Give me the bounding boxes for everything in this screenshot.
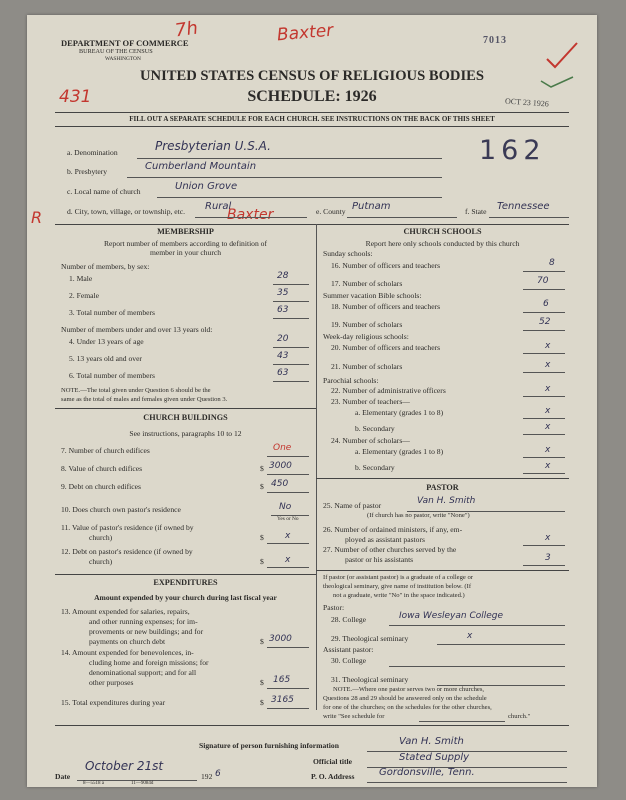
q15-label: 15. Total expenditures during year (61, 698, 166, 707)
q4-label: 4. Under 13 years of age (69, 337, 144, 346)
county-value: Putnam (352, 201, 391, 212)
buildings-sub: See instructions, paragraphs 10 to 12 (129, 429, 242, 438)
graduate-instructions: not a graduate, write "No" in the space indicated.) (333, 592, 465, 599)
q11-label: 11. Value of pastor's residence (if owned by (61, 523, 194, 532)
q13-label: payments on church debt (89, 637, 166, 646)
q16-value: 8 (549, 258, 555, 268)
q13-label: and other running expenses; for im- (89, 617, 198, 626)
city-label: d. City, town, village, or township, etc. (67, 207, 186, 216)
q27-label: pastor or his assistants (345, 555, 414, 564)
q26-label: 26. Number of ordained ministers, if any, em- (323, 525, 463, 534)
official-title-value: Stated Supply (399, 752, 470, 763)
q9-label: 9. Debt on church edifices (61, 482, 141, 491)
q5-label: 5. 13 years old and over (69, 354, 142, 363)
dollar-sign: $ (260, 557, 264, 566)
q13-label: 13. Amount expended for salaries, repairs, (61, 607, 190, 616)
annotation-name: Baxter (276, 20, 335, 46)
q27-value: 3 (545, 553, 551, 563)
q4-value: 20 (277, 334, 289, 344)
local-name-label: c. Local name of church (67, 187, 141, 196)
q30-label: 30. College (331, 656, 367, 665)
denomination-label: a. Denomination (67, 148, 118, 157)
received-date-stamp: OCT 23 1926 (504, 96, 550, 109)
parochial-heading: Parochial schools: (323, 376, 379, 385)
q6-value: 63 (277, 368, 289, 378)
q2-label: 2. Female (69, 291, 99, 300)
by-age-heading: Number of members under and over 13 years old: (61, 325, 213, 334)
presbytery-label: b. Presbytery (67, 167, 108, 176)
dept-name: DEPARTMENT OF COMMERCE (61, 38, 189, 48)
county-label: e. County (316, 207, 346, 216)
q14-label: 14. Amount expended for benevolences, in- (61, 648, 194, 657)
state-value: Tennessee (497, 201, 550, 212)
q23a-value: x (545, 406, 551, 416)
q31-label: 31. Theological seminary (331, 675, 409, 684)
q15-value: 3165 (271, 695, 294, 705)
dollar-sign: $ (260, 464, 264, 473)
q3-label: 3. Total number of members (69, 308, 156, 317)
q28-value: Iowa Wesleyan College (399, 611, 504, 621)
dollar-sign: $ (260, 533, 264, 542)
weekday-heading: Week-day religious schools: (323, 332, 409, 341)
q24a-value: x (545, 445, 551, 455)
by-sex-heading: Number of members, by sex: (61, 262, 150, 271)
pastor-note: NOTE.—Where one pastor serves two or more churches, (333, 686, 485, 693)
q22-label: 22. Number of administrative officers (331, 386, 446, 395)
form-number: 8—5518 a (83, 781, 104, 786)
summer-heading: Summer vacation Bible schools: (323, 291, 422, 300)
dollar-sign: $ (260, 637, 264, 646)
year-prefix: 192 (201, 772, 213, 781)
q22-value: x (545, 384, 551, 394)
q21-label: 21. Number of scholars (331, 362, 403, 371)
q5-value: 43 (277, 351, 289, 361)
q14-value: 165 (273, 675, 291, 685)
q24b-label: b. Secondary (355, 463, 395, 472)
membership-intro: member in your church (149, 248, 222, 257)
bureau-name: BUREAU OF THE CENSUS (79, 48, 153, 55)
q25-value: Van H. Smith (417, 496, 476, 506)
q1-label: 1. Male (69, 274, 93, 283)
membership-intro: Report number of members according to definition of (103, 239, 267, 248)
q13-label: provements or new buildings; and for (89, 627, 204, 636)
q24-label: 24. Number of scholars— (331, 436, 410, 445)
q10-value: No (279, 502, 292, 512)
dollar-sign: $ (260, 482, 264, 491)
schools-intro: Report here only schools conducted by this church (365, 239, 520, 248)
dollar-sign: $ (260, 678, 264, 687)
signature-label: Signature of person furnishing information (199, 741, 339, 750)
q16-label: 16. Number of officers and teachers (331, 261, 441, 270)
check-mark-icon (537, 71, 577, 91)
q6-label: 6. Total number of members (69, 371, 156, 380)
q14-label: denominational support; and for all (89, 668, 197, 677)
annotation-name: Baxter (227, 207, 274, 223)
column-divider (316, 224, 317, 710)
q12-label: 12. Debt on pastor's residence (if owned by (61, 547, 193, 556)
q23-label: 23. Number of teachers— (331, 397, 410, 406)
presbytery-value: Cumberland Mountain (145, 161, 257, 172)
pastor-note: write "See schedule for (323, 713, 385, 720)
graduate-instructions: theological seminary, give name of institution below. (If (323, 583, 472, 590)
membership-note: same as the total of males and females given under Question 3. (61, 396, 228, 403)
q23b-label: b. Secondary (355, 424, 395, 433)
year-value: 6 (215, 769, 221, 779)
q14-label: cluding home and foreign missions; for (89, 658, 209, 667)
po-address-label: P. O. Address (311, 772, 355, 781)
stamp-number: 7013 (483, 35, 507, 46)
q3-value: 63 (277, 305, 289, 315)
q24a-label: a. Elementary (grades 1 to 8) (355, 447, 444, 456)
q19-label: 19. Number of scholars (331, 320, 403, 329)
instructions-line: FILL OUT A SEPARATE SCHEDULE FOR EACH CHURCH. SEE INSTRUCTIONS ON THE BACK OF THIS SHEET (129, 115, 495, 123)
q1-value: 28 (277, 271, 289, 281)
q8-label: 8. Value of church edifices (61, 464, 143, 473)
q26-value: x (545, 533, 551, 543)
sunday-heading: Sunday schools: (323, 249, 373, 258)
q29-value: x (467, 631, 473, 641)
annotation-number: 431 (59, 87, 92, 107)
q13-value: 3000 (269, 634, 292, 644)
q14-label: other purposes (89, 678, 134, 687)
local-name-value: Union Grove (175, 181, 238, 192)
q26-label: ployed as assistant pastors (345, 535, 425, 544)
q17-value: 70 (537, 276, 549, 286)
expenditures-sub: Amount expended by your church during last fiscal year (94, 593, 277, 602)
form-title: UNITED STATES CENSUS OF RELIGIOUS BODIES (140, 68, 484, 84)
membership-note: NOTE.—The total given under Question 6 should be the (61, 387, 211, 394)
city-name: WASHINGTON (105, 56, 141, 62)
q29-label: 29. Theological seminary (331, 634, 409, 643)
q28-label: 28. College (331, 615, 367, 624)
pastor-heading: Pastor: (323, 603, 345, 612)
q17-label: 17. Number of scholars (331, 279, 403, 288)
q9-value: 450 (271, 479, 289, 489)
q20-value: x (545, 341, 551, 351)
q19-value: 52 (539, 317, 551, 327)
pastor-note: for one of the churches; on the schedules for the other churches, (323, 704, 492, 711)
buildings-title: CHURCH BUILDINGS (143, 413, 228, 422)
q21-value: x (545, 360, 551, 370)
date-value: October 21st (85, 759, 164, 773)
official-title-label: Official title (313, 757, 353, 766)
q12-value: x (285, 555, 291, 565)
q7-value: One (273, 443, 292, 453)
q24b-value: x (545, 461, 551, 471)
divider (55, 126, 569, 127)
q20-label: 20. Number of officers and teachers (331, 343, 441, 352)
po-address-value: Gordonsville, Tenn. (379, 767, 475, 778)
annotation-mark: 7h (173, 17, 200, 42)
annotation-mark: R (31, 208, 43, 227)
q18-value: 6 (543, 299, 549, 309)
annotation-code: 162 (479, 135, 546, 166)
dollar-sign: $ (260, 698, 264, 707)
q7-label: 7. Number of church edifices (61, 446, 150, 455)
q23a-label: a. Elementary (grades 1 to 8) (355, 408, 444, 417)
q12-label: church) (89, 557, 113, 566)
date-label: Date (55, 772, 71, 781)
schools-title: CHURCH SCHOOLS (403, 227, 482, 236)
q27-label: 27. Number of other churches served by the (323, 545, 457, 554)
q11-value: x (285, 531, 291, 541)
signature-value: Van H. Smith (399, 736, 464, 747)
q23b-value: x (545, 422, 551, 432)
denomination-value: Presbyterian U.S.A. (155, 139, 271, 153)
q25-label: 25. Name of pastor (323, 501, 382, 510)
asst-pastor-heading: Assistant pastor: (323, 645, 374, 654)
q8-value: 3000 (269, 461, 292, 471)
q25-note: (If church has no pastor, write "None") (367, 512, 470, 519)
pastor-note: church." (508, 713, 531, 720)
membership-title: MEMBERSHIP (157, 227, 214, 236)
census-schedule-page (27, 15, 597, 787)
yes-no-hint: Yes or No (277, 516, 299, 522)
pastor-title: PASTOR (426, 483, 459, 492)
divider (55, 112, 569, 113)
graduate-instructions: If pastor (or assistant pastor) is a graduate of a college or (323, 574, 473, 581)
q10-label: 10. Does church own pastor's residence (61, 505, 181, 514)
city-value: Rural (205, 201, 232, 212)
form-number: 11—9084d (131, 781, 154, 786)
expenditures-title: EXPENDITURES (153, 578, 218, 587)
q2-value: 35 (277, 288, 289, 298)
q18-label: 18. Number of officers and teachers (331, 302, 441, 311)
state-label: f. State (465, 207, 487, 216)
schedule-title: SCHEDULE: 1926 (247, 88, 377, 105)
pastor-note: Questions 28 and 29 should be answered only on the schedule (323, 695, 487, 702)
q11-label: church) (89, 533, 113, 542)
